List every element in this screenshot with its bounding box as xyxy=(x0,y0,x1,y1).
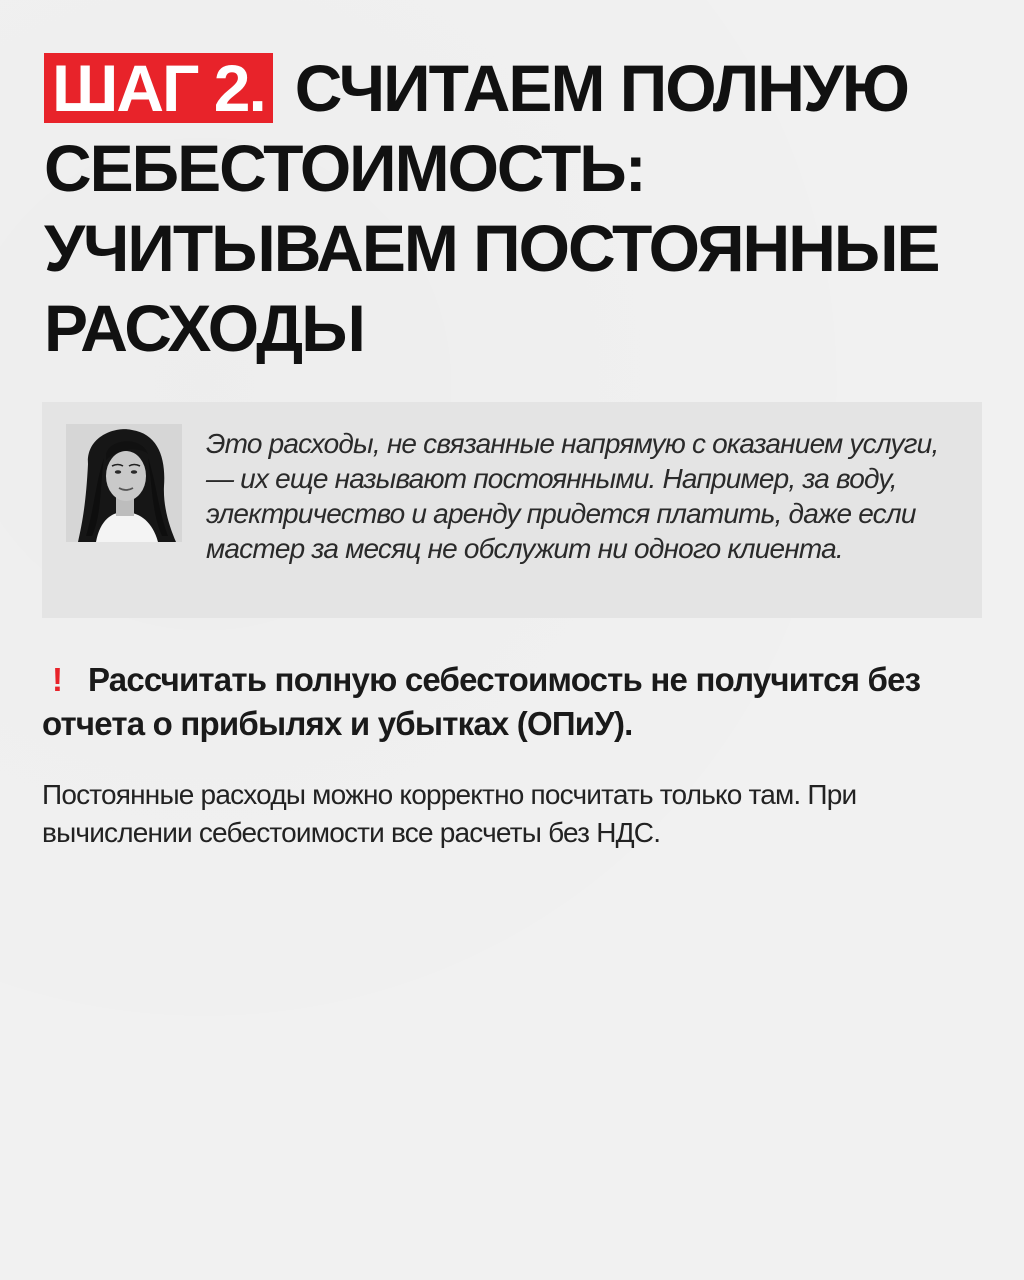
avatar xyxy=(66,424,182,542)
note-text: Постоянные расходы можно корректно посчитать только там. При вычислении себестоимости все расчеты без НДС. xyxy=(42,779,857,848)
quote-box xyxy=(42,402,982,618)
warning-text xyxy=(42,658,982,746)
step-badge: ШАГ 2. xyxy=(44,53,273,123)
quote-text: Это расходы, не связанные напрямую с оказанием услуги, — их еще называют постоянными. Например, за воду, электричество и аренду придется платить, даже если мастер за месяц не обслужит ни одного клиента. xyxy=(206,428,939,564)
exclamation-icon: ! xyxy=(52,661,63,698)
headline xyxy=(44,48,994,368)
warning-message: Рассчитать полную себестоимость не получится без отчета о прибылях и убытках (ОПиУ). xyxy=(42,661,921,742)
person-portrait-icon xyxy=(66,424,182,542)
headline-title: СЧИТАЕМ ПОЛНУЮ СЕБЕСТОИМОСТЬ: УЧИТЫВАЕМ ПОСТОЯННЫЕ РАСХОДЫ xyxy=(44,51,939,365)
